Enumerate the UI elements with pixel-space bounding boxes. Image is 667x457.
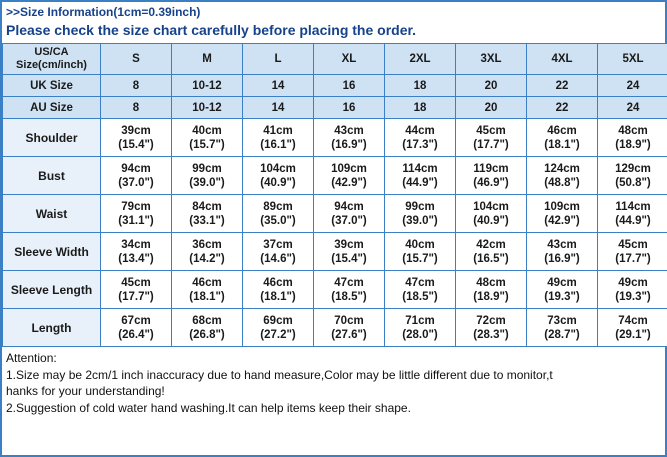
- value-cm: 40cm: [192, 124, 222, 137]
- waist-5xl: [598, 195, 667, 233]
- value-inch: (37.0"): [118, 176, 154, 189]
- value-cm: 40cm: [405, 238, 435, 251]
- sleeve-length-4xl: [527, 271, 598, 309]
- value-cm: 46cm: [547, 124, 577, 137]
- value-inch: (40.9"): [260, 176, 296, 189]
- value-cm: 39cm: [334, 238, 364, 251]
- table-header-row: [3, 44, 667, 75]
- value-inch: (19.3"): [544, 290, 580, 303]
- value-inch: (16.5"): [473, 252, 509, 265]
- row-label-au-size: AU Size: [3, 97, 101, 119]
- sleeve-length-m: [172, 271, 243, 309]
- value-cm: 114cm: [615, 200, 651, 213]
- uk-size-s: 8: [101, 75, 172, 97]
- row-label-shoulder: Shoulder: [3, 119, 101, 157]
- value-cm: 104cm: [260, 162, 296, 175]
- value-inch: (31.1"): [118, 214, 154, 227]
- value-inch: (28.3"): [473, 328, 509, 341]
- sleeve-width-m: [172, 233, 243, 271]
- shoulder-l: [243, 119, 314, 157]
- header-size-l: L: [243, 44, 314, 75]
- length-m: [172, 309, 243, 347]
- attention-note-1b: hanks for your understanding!: [6, 384, 165, 398]
- shoulder-3xl: [456, 119, 527, 157]
- value-inch: (17.7"): [118, 290, 154, 303]
- length-3xl: [456, 309, 527, 347]
- row-label-bust: Bust: [3, 157, 101, 195]
- bust-s: [101, 157, 172, 195]
- shoulder-s: [101, 119, 172, 157]
- value-inch: (19.3"): [615, 290, 651, 303]
- waist-4xl: [527, 195, 598, 233]
- value-inch: (42.9"): [331, 176, 367, 189]
- shoulder-4xl: [527, 119, 598, 157]
- attention-heading: Attention:: [6, 351, 57, 365]
- length-5xl: [598, 309, 667, 347]
- value-cm: 94cm: [121, 162, 151, 175]
- value-inch: (18.1"): [544, 138, 580, 151]
- page-subtitle: Please check the size chart carefully before placing the order.: [6, 22, 417, 38]
- value-inch: (39.0"): [189, 176, 225, 189]
- sleeve-length-5xl: [598, 271, 667, 309]
- page-title: >>Size Information(1cm=0.39inch): [6, 5, 201, 19]
- waist-s: [101, 195, 172, 233]
- uk-size-4xl: 22: [527, 75, 598, 97]
- row-label-uk-size: UK Size: [3, 75, 101, 97]
- value-cm: 70cm: [334, 314, 364, 327]
- value-cm: 48cm: [476, 276, 506, 289]
- sleeve-length-3xl: [456, 271, 527, 309]
- row-label-sleeve-length: Sleeve Length: [3, 271, 101, 309]
- attention-note-2: 2.Suggestion of cold water hand washing.It can help items keep their shape.: [6, 400, 411, 415]
- value-cm: 109cm: [331, 162, 367, 175]
- value-inch: (17.7"): [473, 138, 509, 151]
- sleeve-width-s: [101, 233, 172, 271]
- table-row-shoulder: [3, 119, 667, 157]
- row-label-length: Length: [3, 309, 101, 347]
- table-row-uk-size: [3, 75, 667, 97]
- value-cm: 34cm: [121, 238, 151, 251]
- value-cm: 94cm: [334, 200, 364, 213]
- length-4xl: [527, 309, 598, 347]
- value-cm: 47cm: [334, 276, 364, 289]
- value-cm: 37cm: [263, 238, 293, 251]
- value-inch: (17.3"): [402, 138, 438, 151]
- value-inch: (26.4"): [118, 328, 154, 341]
- table-row-sleeve-width: [3, 233, 667, 271]
- waist-2xl: [385, 195, 456, 233]
- au-size-2xl: 18: [385, 97, 456, 119]
- value-cm: 45cm: [121, 276, 151, 289]
- value-cm: 99cm: [405, 200, 435, 213]
- bust-3xl: [456, 157, 527, 195]
- attention-note-1a: 1.Size may be 2cm/1 inch inaccuracy due to hand measure,Color may be little different due to monitor,t: [6, 367, 553, 382]
- sleeve-width-4xl: [527, 233, 598, 271]
- value-inch: (50.8"): [615, 176, 651, 189]
- length-xl: [314, 309, 385, 347]
- value-inch: (44.9"): [402, 176, 438, 189]
- value-cm: 73cm: [547, 314, 577, 327]
- au-size-m: 10-12: [172, 97, 243, 119]
- au-size-4xl: 22: [527, 97, 598, 119]
- value-inch: (27.6"): [331, 328, 367, 341]
- value-cm: 46cm: [263, 276, 293, 289]
- sleeve-length-l: [243, 271, 314, 309]
- value-cm: 89cm: [263, 200, 293, 213]
- waist-3xl: [456, 195, 527, 233]
- sleeve-width-5xl: [598, 233, 667, 271]
- attention-notes: [2, 347, 665, 416]
- value-inch: (39.0"): [402, 214, 438, 227]
- value-cm: 104cm: [473, 200, 509, 213]
- value-cm: 42cm: [476, 238, 506, 251]
- au-size-5xl: 24: [598, 97, 667, 119]
- shoulder-m: [172, 119, 243, 157]
- table-row-au-size: [3, 97, 667, 119]
- value-inch: (42.9"): [544, 214, 580, 227]
- value-cm: 41cm: [263, 124, 293, 137]
- value-inch: (40.9"): [473, 214, 509, 227]
- value-cm: 49cm: [618, 276, 648, 289]
- value-inch: (35.0"): [260, 214, 296, 227]
- value-cm: 79cm: [121, 200, 151, 213]
- uk-size-2xl: 18: [385, 75, 456, 97]
- bust-m: [172, 157, 243, 195]
- table-row-sleeve-length: [3, 271, 667, 309]
- value-inch: (14.2"): [189, 252, 225, 265]
- value-inch: (18.5"): [331, 290, 367, 303]
- header-size-m: M: [172, 44, 243, 75]
- value-cm: 72cm: [476, 314, 506, 327]
- value-inch: (27.2"): [260, 328, 296, 341]
- sleeve-width-3xl: [456, 233, 527, 271]
- value-cm: 84cm: [192, 200, 222, 213]
- table-row-length: [3, 309, 667, 347]
- sleeve-width-xl: [314, 233, 385, 271]
- uk-size-m: 10-12: [172, 75, 243, 97]
- value-inch: (26.8"): [189, 328, 225, 341]
- value-cm: 48cm: [618, 124, 648, 137]
- value-inch: (48.8"): [544, 176, 580, 189]
- header-size-4xl: 4XL: [527, 44, 598, 75]
- au-size-3xl: 20: [456, 97, 527, 119]
- shoulder-xl: [314, 119, 385, 157]
- value-inch: (17.7"): [615, 252, 651, 265]
- sleeve-length-2xl: [385, 271, 456, 309]
- row-label-waist: Waist: [3, 195, 101, 233]
- value-inch: (33.1"): [189, 214, 225, 227]
- value-inch: (37.0"): [331, 214, 367, 227]
- shoulder-5xl: [598, 119, 667, 157]
- value-cm: 69cm: [263, 314, 293, 327]
- au-size-l: 14: [243, 97, 314, 119]
- value-inch: (18.1"): [189, 290, 225, 303]
- au-size-s: 8: [101, 97, 172, 119]
- bust-l: [243, 157, 314, 195]
- value-cm: 74cm: [618, 314, 648, 327]
- value-cm: 36cm: [192, 238, 222, 251]
- waist-xl: [314, 195, 385, 233]
- value-inch: (44.9"): [615, 214, 651, 227]
- uk-size-5xl: 24: [598, 75, 667, 97]
- value-inch: (15.4"): [118, 138, 154, 151]
- header-size-s: S: [101, 44, 172, 75]
- value-cm: 129cm: [615, 162, 651, 175]
- bust-5xl: [598, 157, 667, 195]
- value-cm: 39cm: [121, 124, 151, 137]
- value-inch: (13.4"): [118, 252, 154, 265]
- value-inch: (18.5"): [402, 290, 438, 303]
- size-chart-table: [2, 43, 667, 347]
- value-cm: 45cm: [618, 238, 648, 251]
- sleeve-width-2xl: [385, 233, 456, 271]
- header-size-2xl: 2XL: [385, 44, 456, 75]
- bust-2xl: [385, 157, 456, 195]
- row-label-sleeve-width: Sleeve Width: [3, 233, 101, 271]
- value-inch: (15.4"): [331, 252, 367, 265]
- shoulder-2xl: [385, 119, 456, 157]
- value-inch: (28.7"): [544, 328, 580, 341]
- bust-xl: [314, 157, 385, 195]
- value-inch: (29.1"): [615, 328, 651, 341]
- value-inch: (18.9"): [473, 290, 509, 303]
- value-inch: (18.1"): [260, 290, 296, 303]
- length-l: [243, 309, 314, 347]
- waist-m: [172, 195, 243, 233]
- value-cm: 43cm: [547, 238, 577, 251]
- value-cm: 119cm: [473, 162, 509, 175]
- header-size-xl: XL: [314, 44, 385, 75]
- value-inch: (15.7"): [402, 252, 438, 265]
- header-size-5xl: 5XL: [598, 44, 667, 75]
- value-inch: (16.9"): [544, 252, 580, 265]
- waist-l: [243, 195, 314, 233]
- value-cm: 46cm: [192, 276, 222, 289]
- sleeve-width-l: [243, 233, 314, 271]
- value-cm: 44cm: [405, 124, 435, 137]
- table-row-bust: [3, 157, 667, 195]
- header-corner-label: US/CA Size(cm/inch): [3, 44, 101, 75]
- bust-4xl: [527, 157, 598, 195]
- uk-size-l: 14: [243, 75, 314, 97]
- value-cm: 124cm: [544, 162, 580, 175]
- value-inch: (46.9"): [473, 176, 509, 189]
- value-cm: 67cm: [121, 314, 151, 327]
- value-cm: 68cm: [192, 314, 222, 327]
- value-cm: 49cm: [547, 276, 577, 289]
- table-row-waist: [3, 195, 667, 233]
- value-cm: 109cm: [544, 200, 580, 213]
- value-cm: 99cm: [192, 162, 222, 175]
- value-cm: 43cm: [334, 124, 364, 137]
- value-inch: (28.0"): [402, 328, 438, 341]
- value-inch: (16.9"): [331, 138, 367, 151]
- header-size-3xl: 3XL: [456, 44, 527, 75]
- value-cm: 45cm: [476, 124, 506, 137]
- uk-size-xl: 16: [314, 75, 385, 97]
- value-cm: 114cm: [402, 162, 438, 175]
- value-cm: 71cm: [405, 314, 435, 327]
- sleeve-length-xl: [314, 271, 385, 309]
- value-inch: (15.7"): [189, 138, 225, 151]
- au-size-xl: 16: [314, 97, 385, 119]
- uk-size-3xl: 20: [456, 75, 527, 97]
- value-cm: 47cm: [405, 276, 435, 289]
- value-inch: (14.6"): [260, 252, 296, 265]
- value-inch: (16.1"): [260, 138, 296, 151]
- length-s: [101, 309, 172, 347]
- value-inch: (18.9"): [615, 138, 651, 151]
- length-2xl: [385, 309, 456, 347]
- sleeve-length-s: [101, 271, 172, 309]
